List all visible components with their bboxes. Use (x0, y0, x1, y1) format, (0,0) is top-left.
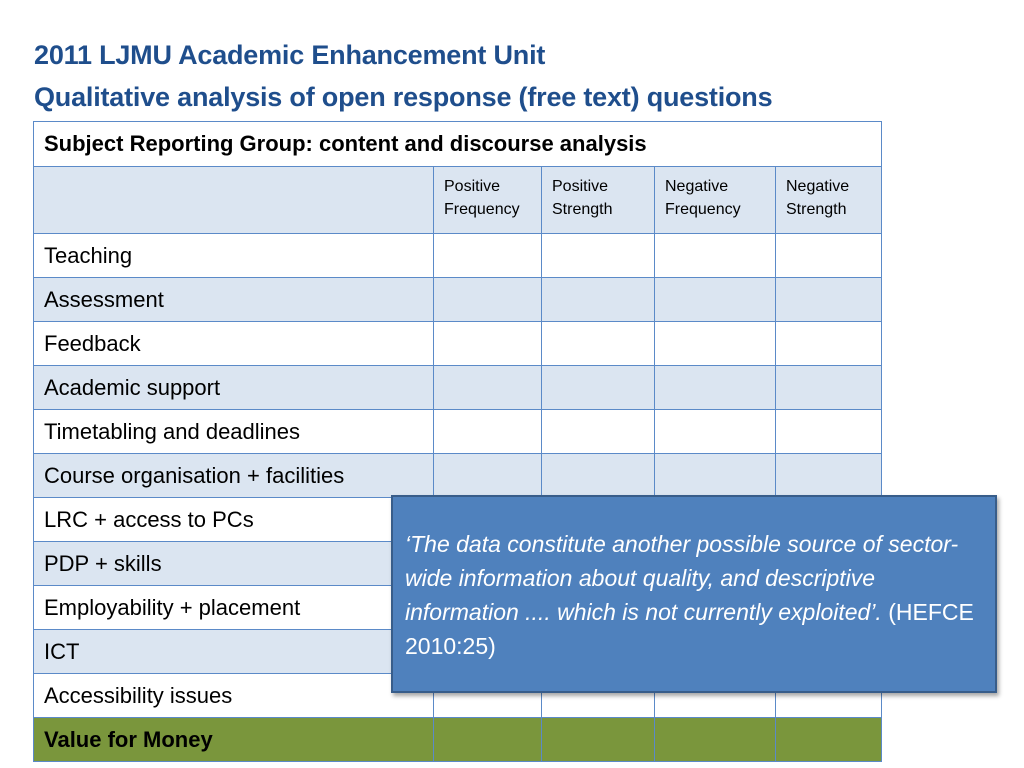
table-cell (776, 278, 882, 322)
table-cell (776, 410, 882, 454)
row-label: Teaching (34, 234, 434, 278)
table-cell (776, 366, 882, 410)
table-cell (542, 454, 655, 498)
row-label: ICT (34, 630, 434, 674)
row-label: Timetabling and deadlines (34, 410, 434, 454)
table-cell (776, 234, 882, 278)
table-cell (434, 454, 542, 498)
table-cell (542, 322, 655, 366)
table-heading: Subject Reporting Group: content and discourse analysis (34, 122, 882, 167)
table-cell (434, 322, 542, 366)
row-label: Course organisation + facilities (34, 454, 434, 498)
table-cell (655, 454, 776, 498)
table-cell (776, 454, 882, 498)
table-cell (655, 322, 776, 366)
callout-quote: ‘The data constitute another possible source of sector-wide information about quality, and descriptive information .... which is not currently exploited’. (405, 531, 959, 625)
table-cell (542, 366, 655, 410)
table-cell (542, 718, 655, 762)
table-cell (655, 718, 776, 762)
row-label: PDP + skills (34, 542, 434, 586)
title-line-1: 2011 LJMU Academic Enhancement Unit (34, 40, 546, 70)
table-cell (655, 366, 776, 410)
table-cell (655, 410, 776, 454)
table-cell (434, 718, 542, 762)
column-header-negative-frequency: Negative Frequency (655, 167, 776, 234)
table-cell (776, 322, 882, 366)
table-row-highlighted (34, 718, 882, 762)
row-label: Assessment (34, 278, 434, 322)
table-cell (776, 718, 882, 762)
table-cell (542, 278, 655, 322)
column-header-positive-strength: Positive Strength (542, 167, 655, 234)
table-cell (542, 410, 655, 454)
table-cell (434, 278, 542, 322)
table-row (34, 322, 882, 366)
column-header-negative-strength: Negative Strength (776, 167, 882, 234)
callout-citation: (HEFCE 2010:25) (405, 599, 974, 659)
table-heading-row (34, 122, 882, 167)
table-row (34, 278, 882, 322)
slide-title (34, 34, 994, 118)
row-label: Employability + placement (34, 586, 434, 630)
table-cell (434, 410, 542, 454)
quote-callout-box (391, 495, 997, 693)
table-cell (655, 278, 776, 322)
column-header-blank (34, 167, 434, 234)
table-cell (542, 234, 655, 278)
table-cell (434, 366, 542, 410)
table-row (34, 454, 882, 498)
table-row (34, 366, 882, 410)
title-line-2: Qualitative analysis of open response (free text) questions (34, 82, 773, 112)
table-row (34, 234, 882, 278)
table-cell (434, 234, 542, 278)
table-cell (655, 234, 776, 278)
table-row (34, 410, 882, 454)
row-label: LRC + access to PCs (34, 498, 434, 542)
column-header-row (34, 167, 882, 234)
column-header-positive-frequency: Positive Frequency (434, 167, 542, 234)
row-label: Value for Money (34, 718, 434, 762)
row-label: Academic support (34, 366, 434, 410)
row-label: Accessibility issues (34, 674, 434, 718)
row-label: Feedback (34, 322, 434, 366)
